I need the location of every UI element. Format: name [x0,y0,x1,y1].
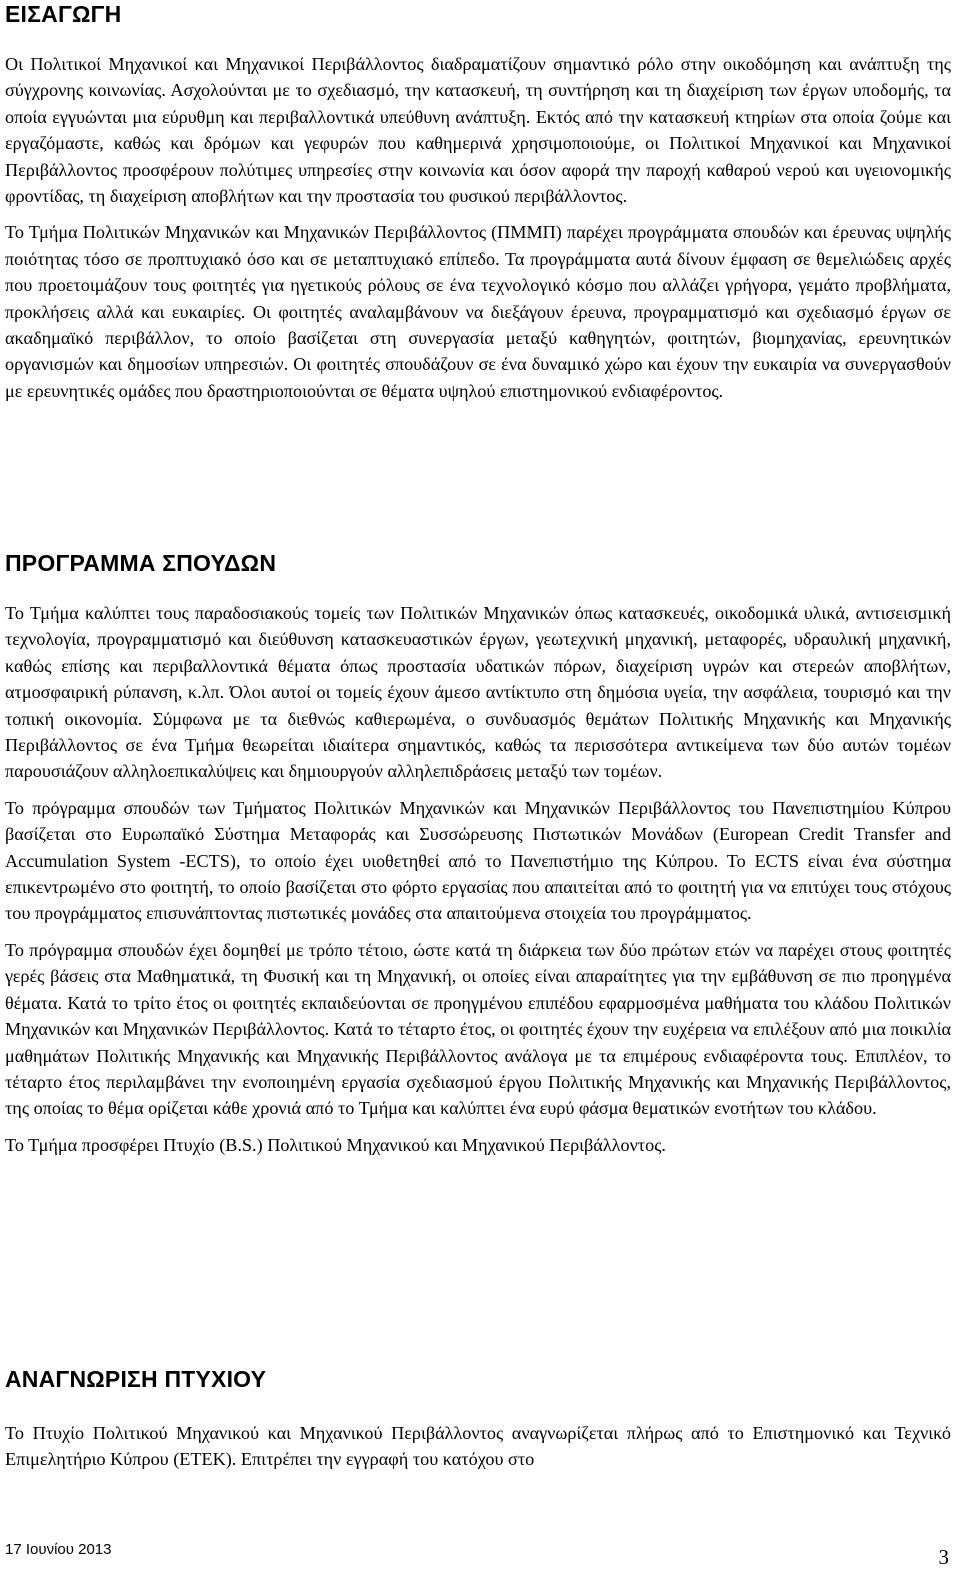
paragraph: Το Τμήμα προσφέρει Πτυχίο (B.S.) Πολιτικού Μηχανικού και Μηχανικού Περιβάλλοντος. [5,1134,666,1155]
paragraph: Το Τμήμα καλύπτει τους παραδοσιακούς τομείς των Πολιτικών Μηχανικών όπως κατασκευές, οικοδομικά υλικά, αντισεισμική τεχνολογία, προγραμματισμό και διεύθυνση κατασκευαστικών έργων, γεωτεχνική μηχανική, μεταφορές, υδραυλική μηχανική, καθώς επίσης και περιβαλλοντικά θέματα όπως προστασία υδατικών πόρων, διαχείριση υγρών και στερεών αποβλήτων, ατμοσφαιρική ρύπανση, κ.λπ. Όλοι αυτοί οι τομείς έχουν άμεσο αντίκτυπο στη δημόσια υγεία, την ασφάλεια, τουρισμό και την τοπική οικονομία. Σύμφωνα με τα διεθνώς καθιερωμένα, ο συνδυασμός θεμάτων Πολιτικής Μηχανικής και Μηχανικής Περιβάλλοντος σε ένα Τμήμα θεωρείται ιδιαίτερα σημαντικός, καθώς τα περισσότερα αντικείμενα των δύο αυτών τομέων παρουσιάζουν αλληλοεπικαλύψεις και δημιουργούν αλληλεπιδράσεις μεταξύ των τομέων. [5,603,951,782]
section-heading-program: ΠΡΟΓΡΑΜΜΑ ΣΠΟΥΔΩΝ [5,550,277,576]
section-body-intro [5,51,951,414]
section-heading-recognition: ΑΝΑΓΝΩΡΙΣΗ ΠΤΥΧΙΟΥ [5,1366,267,1392]
paragraph: Το πρόγραμμα σπουδών έχει δομηθεί με τρόπο τέτοιο, ώστε κατά τη διάρκεια των δύο πρώτων ετών να παρέχει στους φοιτητές γερές βάσεις στα Μαθηματικά, τη Φυσική και τη Μηχανική, οι οποίες είναι απαραίτητες για την εμβάθυνση σε πιο προηγμένα θέματα. Κατά το τρίτο έτος οι φοιτητές εκπαιδεύονται σε προηγμένου επιπέδου εφαρμοσμένα μαθήματα του κλάδου Πολιτικών Μηχανικών και Μηχανικών Περιβάλλοντος. Κατά το τέταρτο έτος, οι φοιτητές έχουν την ευχέρεια να επιλέξουν από μια ποικιλία μαθημάτων Πολιτικής Μηχανικής και Μηχανικής Περιβάλλοντος ανάλογα με τα επιμέρους ενδιαφέροντα τους. Επιπλέον, το τέταρτο έτος περιλαμβάνει την ενοποιημένη εργασία σχεδιασμού έργου Πολιτικής Μηχανικής και Μηχανικής Περιβάλλοντος, της οποίας το θέμα ορίζεται κάθε χρονιά από το Τμήμα και καλύπτει ένα ευρύ φάσμα θεματικών ενοτήτων του κλάδου. [5,939,951,1119]
section-body-program [5,600,951,1168]
paragraph: Οι Πολιτικοί Μηχανικοί και Μηχανικοί Περιβάλλοντος διαδραματίζουν σημαντικό ρόλο στην οικοδόμηση και ανάπτυξη της σύγχρονης κοινωνίας. Ασχολούνται με το σχεδιασμό, την κατασκευή, τη συντήρηση και τη διαχείριση των έργων υποδομής, τα οποία εγγυώνται μια εύρυθμη και περιβαλλοντικά υπεύθυνη ανάπτυξη. Εκτός από την κατασκευή κτηρίων στα οποία ζούμε και εργαζόμαστε, καθώς και δρόμων και γεφυρών που καθημερινά χρησιμοποιούμε, οι Πολιτικοί Μηχανικοί και Μηχανικοί Περιβάλλοντος προσφέρουν πολύτιμες υπηρεσίες στην κοινωνία και όσον αφορά την παροχή καθαρού νερού και υγειονομικής φροντίδας, τη διαχείριση αποβλήτων και την προστασία του φυσικού περιβάλλοντος. [5,54,951,207]
page-number: 3 [938,1545,949,1569]
section-heading-intro: ΕΙΣΑΓΩΓΗ [5,1,122,27]
footer-date: 17 Ιουνίου 2013 [5,1541,112,1558]
paragraph: Το πρόγραμμα σπουδών των Τμήματος Πολιτικών Μηχανικών και Μηχανικών Περιβάλλοντος του Πανεπιστημίου Κύπρου βασίζεται στο Ευρωπαϊκό Σύστημα Μεταφοράς και Συσσώρευσης Πιστωτικών Μονάδων (European Credit Transfer and Accumulation System -ECTS), το οποίο έχει υιοθετηθεί από το Πανεπιστήμιο της Κύπρου. Το ECTS είναι ένα σύστημα επικεντρωμένο στο φοιτητή, το οποίο βασίζεται στο φόρτο εργασίας που απαιτείται από το φοιτητή για να επιτύχει τους στόχους του προγράμματος επισυνάπτοντας πιστωτικές μονάδες στα απαιτούμενα στοιχεία του προγράμματος. [5,797,951,924]
paragraph: Το Πτυχίο Πολιτικού Μηχανικού και Μηχανικού Περιβάλλοντος αναγνωρίζεται πλήρως από το Επιστημονικό και Τεχνικό Επιμελητήριο Κύπρου (ΕΤΕΚ). Επιτρέπει την εγγραφή του κατόχου στο [5,1423,951,1470]
section-body-recognition [5,1420,951,1483]
paragraph: Το Τμήμα Πολιτικών Μηχανικών και Μηχανικών Περιβάλλοντος (ΠΜΜΠ) παρέχει προγράμματα σπουδών και έρευνας υψηλής ποιότητας τόσο σε προπτυχιακό όσο και σε μεταπτυχιακό επίπεδο. Τα προγράμματα αυτά δίνουν έμφαση σε θεμελιώδεις αρχές που προετοιμάζουν τους φοιτητές για ηγετικούς ρόλους σε ένα τεχνολογικό κόσμο που αλλάζει γρήγορα, γεμάτο προβλήματα, προκλήσεις αλλά και ευκαιρίες. Οι φοιτητές αναλαμβάνουν να διεξάγουν έρευνα, προγραμματισμό και σχεδιασμό έργων σε ακαδημαϊκό περιβάλλον, το οποίο βασίζεται στη συνεργασία μεταξύ καθηγητών, φοιτητών, βιομηχανίας, ερευνητικών οργανισμών και δημοσίων υπηρεσιών. Οι φοιτητές σπουδάζουν σε ένα δυναμικό χώρο και έχουν την ευκαιρία να συνεργασθούν με ερευνητικές ομάδες που δραστηριοποιούνται σε θέματα υψηλού επιστημονικού ενδιαφέροντος. [5,222,951,401]
